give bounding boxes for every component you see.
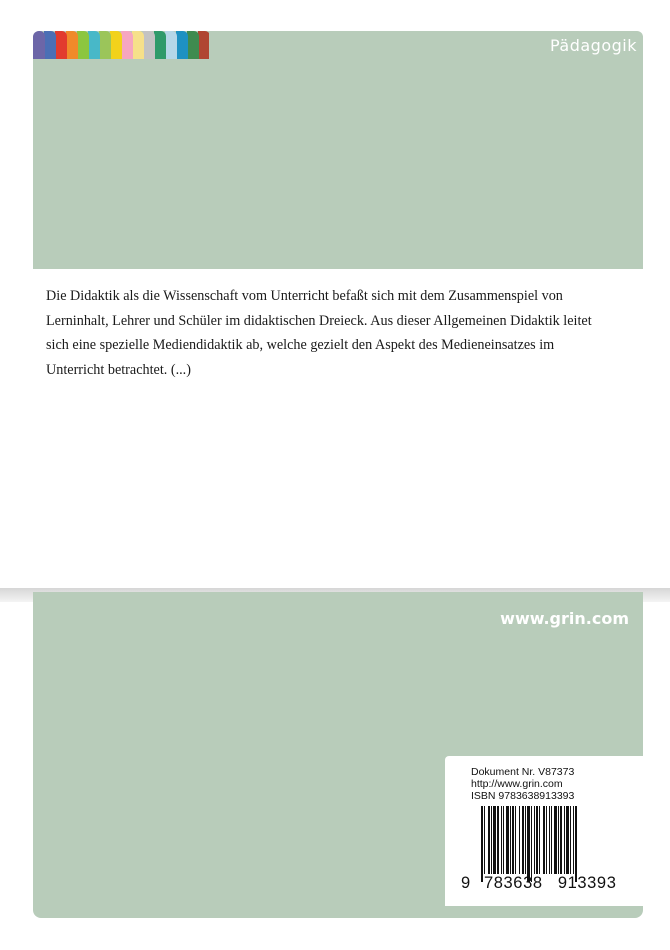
barcode-icon bbox=[481, 806, 631, 884]
barcode-bar bbox=[493, 806, 496, 874]
barcode-bar bbox=[506, 806, 509, 874]
barcode-digits-left: 783638 bbox=[483, 874, 543, 892]
barcode-bar bbox=[575, 806, 577, 882]
category-label: Pädagogik bbox=[549, 36, 637, 55]
color-stripe bbox=[143, 31, 155, 59]
publisher-url[interactable]: www.grin.com bbox=[500, 609, 629, 628]
barcode-bar bbox=[519, 806, 520, 874]
color-stripe bbox=[77, 31, 89, 59]
info-url[interactable]: http://www.grin.com bbox=[471, 778, 563, 790]
barcode-bar bbox=[512, 806, 514, 874]
barcode-bar bbox=[536, 806, 538, 874]
barcode-bar bbox=[566, 806, 569, 874]
color-stripe bbox=[165, 31, 177, 59]
color-stripe bbox=[132, 31, 144, 59]
barcode-bar bbox=[488, 806, 490, 874]
color-stripe bbox=[198, 31, 209, 59]
barcode-bar bbox=[503, 806, 504, 874]
cover-top-panel bbox=[33, 31, 643, 269]
barcode-bar bbox=[527, 806, 530, 882]
color-stripe bbox=[44, 31, 56, 59]
barcode-bar bbox=[481, 806, 483, 882]
color-stripe bbox=[176, 31, 188, 59]
color-stripe bbox=[121, 31, 133, 59]
isbn-text: ISBN 9783638913393 bbox=[471, 790, 575, 802]
isbn-info-box bbox=[445, 756, 643, 906]
barcode-bar bbox=[515, 806, 516, 874]
barcode-bar bbox=[564, 806, 565, 874]
barcode-bar bbox=[573, 806, 574, 874]
barcode-digits-right: 913393 bbox=[557, 874, 617, 892]
barcode-bar bbox=[491, 806, 492, 874]
barcode-bar bbox=[551, 806, 552, 874]
barcode-bar bbox=[558, 806, 559, 874]
barcode-bar bbox=[510, 806, 511, 874]
color-stripe bbox=[110, 31, 122, 59]
blurb-text: Die Didaktik als die Wissenschaft vom Unterricht befaßt sich mit dem Zusammenspiel von Lerninhalt, Lehrer und Schüler im didaktischen Dreieck. Aus dieser Allgemeinen Didaktik leitet sich eine spezielle Mediendidaktik ab, welche gezielt den Aspekt des Medieneinsatzes im Unterricht betrachtet. (...) bbox=[46, 288, 592, 378]
color-stripe bbox=[88, 31, 100, 59]
barcode-bar bbox=[570, 806, 571, 874]
barcode-digits bbox=[461, 874, 617, 893]
barcode-bar bbox=[539, 806, 540, 874]
color-stripe bbox=[33, 31, 45, 59]
color-stripe bbox=[99, 31, 111, 59]
color-stripe bbox=[55, 31, 67, 59]
barcode-bar bbox=[484, 806, 485, 874]
barcode-bar bbox=[554, 806, 557, 874]
barcode-bar bbox=[522, 806, 524, 874]
barcode-bar bbox=[546, 806, 547, 874]
barcode-bar bbox=[497, 806, 499, 874]
barcode-bar bbox=[531, 806, 532, 882]
barcode-bar bbox=[534, 806, 535, 874]
barcode-digit-first: 9 bbox=[461, 874, 471, 892]
color-stripe-bar bbox=[33, 31, 209, 59]
barcode-bar bbox=[543, 806, 545, 874]
color-stripe bbox=[187, 31, 199, 59]
barcode-bar bbox=[549, 806, 550, 874]
barcode-bar bbox=[560, 806, 562, 874]
color-stripe bbox=[154, 31, 166, 59]
color-stripe bbox=[66, 31, 78, 59]
barcode-bar bbox=[501, 806, 502, 874]
document-number: Dokument Nr. V87373 bbox=[471, 766, 575, 778]
barcode-bar bbox=[525, 806, 526, 874]
